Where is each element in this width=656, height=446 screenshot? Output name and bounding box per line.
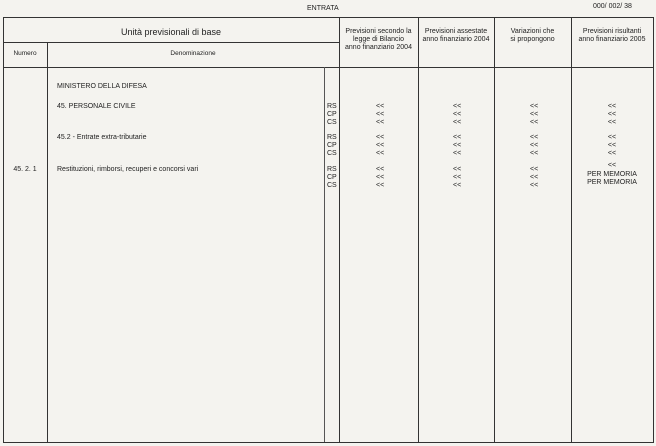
page-reference: 000/ 002/ 38 bbox=[593, 3, 632, 10]
numero-header: Numero bbox=[13, 50, 37, 57]
col-header-previsioni-assestate: Previsioni assestate anno finanziario 2004 bbox=[422, 28, 490, 43]
group-denominazione: 45. PERSONALE CIVILE bbox=[57, 103, 136, 110]
group-denominazione: 45.2 - Entrate extra-tributarie bbox=[57, 134, 147, 141]
ministero-label: MINISTERO DELLA DIFESA bbox=[57, 83, 147, 90]
col-header-previsioni-bilancio: Previsioni secondo la legge di Bilancio anno finanziario 2004 bbox=[345, 28, 412, 51]
section-title: ENTRATA bbox=[307, 5, 339, 12]
denominazione-header: Denominazione bbox=[170, 50, 216, 57]
upb-header: Unità previsionali di base bbox=[120, 27, 222, 37]
col-header-variazioni: Variazioni che si propongono bbox=[510, 28, 555, 43]
col-header-previsioni-risultanti: Previsioni risultanti anno finanziario 2005 bbox=[578, 28, 646, 43]
group-numero: 45. 2. 1 bbox=[13, 166, 37, 173]
group-denominazione: Restituzioni, rimborsi, recuperi e concorsi vari bbox=[57, 166, 199, 173]
